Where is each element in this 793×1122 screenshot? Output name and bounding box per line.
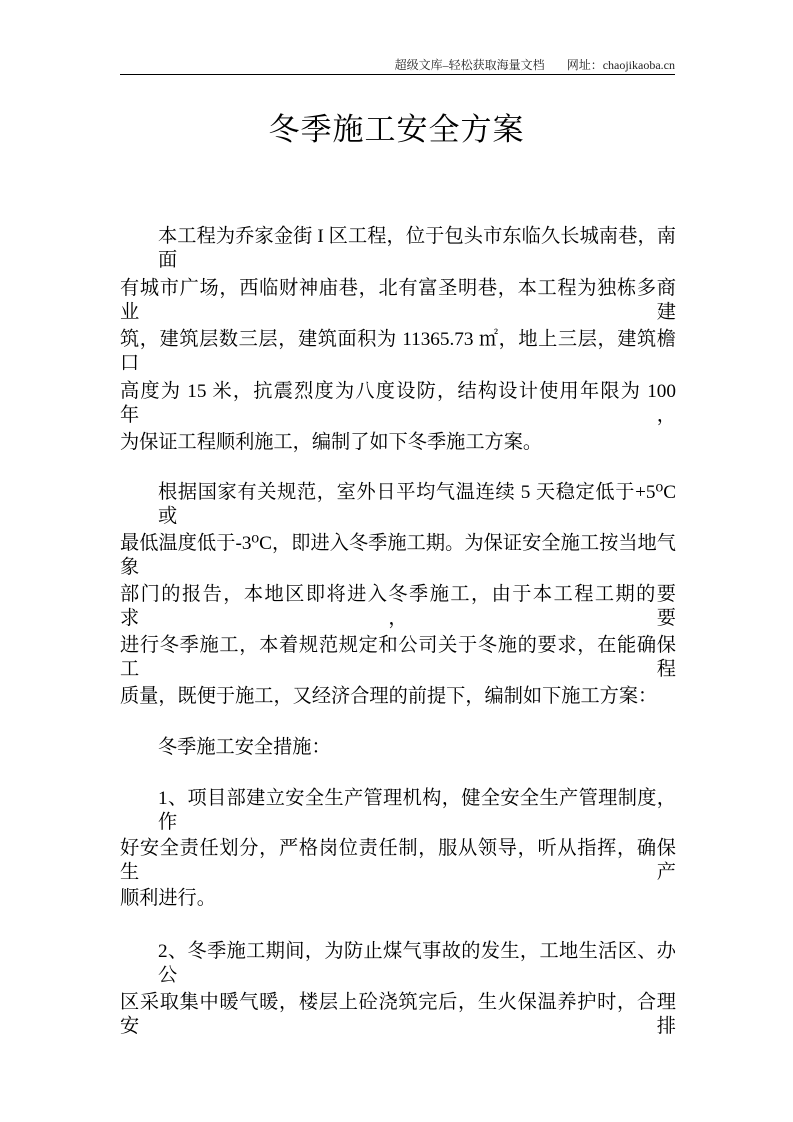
- body-line: 区采取集中暖气暖，楼层上砼浇筑完后，生火保温养护时，合理安排: [120, 992, 676, 1037]
- header-url: 网址：chaojikaoba.cn: [566, 58, 675, 72]
- header-site: 超级文库–轻松获取海量文档: [394, 58, 545, 72]
- section-heading: 冬季施工安全措施：: [158, 737, 331, 758]
- body-line: 高度为 15 米，抗震烈度为八度设防，结构设计使用年限为 100 年，: [120, 381, 676, 426]
- body-line: 根据国家有关规范，室外日平均气温连续 5 天稳定低于+5⁰C 或: [158, 482, 676, 527]
- body-line: 最低温度低于-3⁰C，即进入冬季施工期。为保证安全施工按当地气象: [120, 533, 676, 578]
- document-title: 冬季施工安全方案: [268, 112, 525, 147]
- body-line: 好安全责任划分，严格岗位责任制，服从领导，听从指挥，确保生产: [120, 838, 676, 883]
- body-line: 部门的报告，本地区即将进入冬季施工，由于本工程工期的要求，要: [120, 584, 676, 629]
- page-header: [373, 56, 675, 73]
- body-line: 进行冬季施工，本着规范规定和公司关于冬施的要求，在能确保工程: [120, 635, 676, 680]
- body-line: 1、项目部建立安全生产管理机构，健全安全生产管理制度，作: [158, 788, 676, 833]
- body-line: 2、冬季施工期间，为防止煤气事故的发生，工地生活区、办公: [158, 941, 676, 986]
- body-line: 筑，建筑层数三层，建筑面积为 11365.73 ㎡，地上三层，建筑檐口: [120, 329, 676, 374]
- body-line: 顺利进行。: [120, 888, 216, 909]
- body-line: 本工程为乔家金街 I 区工程，位于包头市东临久长城南巷，南面: [158, 226, 676, 271]
- header-rule: [120, 74, 675, 75]
- body-line: 质量，既便于施工，又经济合理的前提下，编制如下施工方案：: [120, 686, 658, 707]
- body-line: 为保证工程顺利施工，编制了如下冬季施工方案。: [120, 432, 543, 453]
- body-line: 有城市广场，西临财神庙巷，北有富圣明巷，本工程为独栋多商业建: [120, 278, 676, 323]
